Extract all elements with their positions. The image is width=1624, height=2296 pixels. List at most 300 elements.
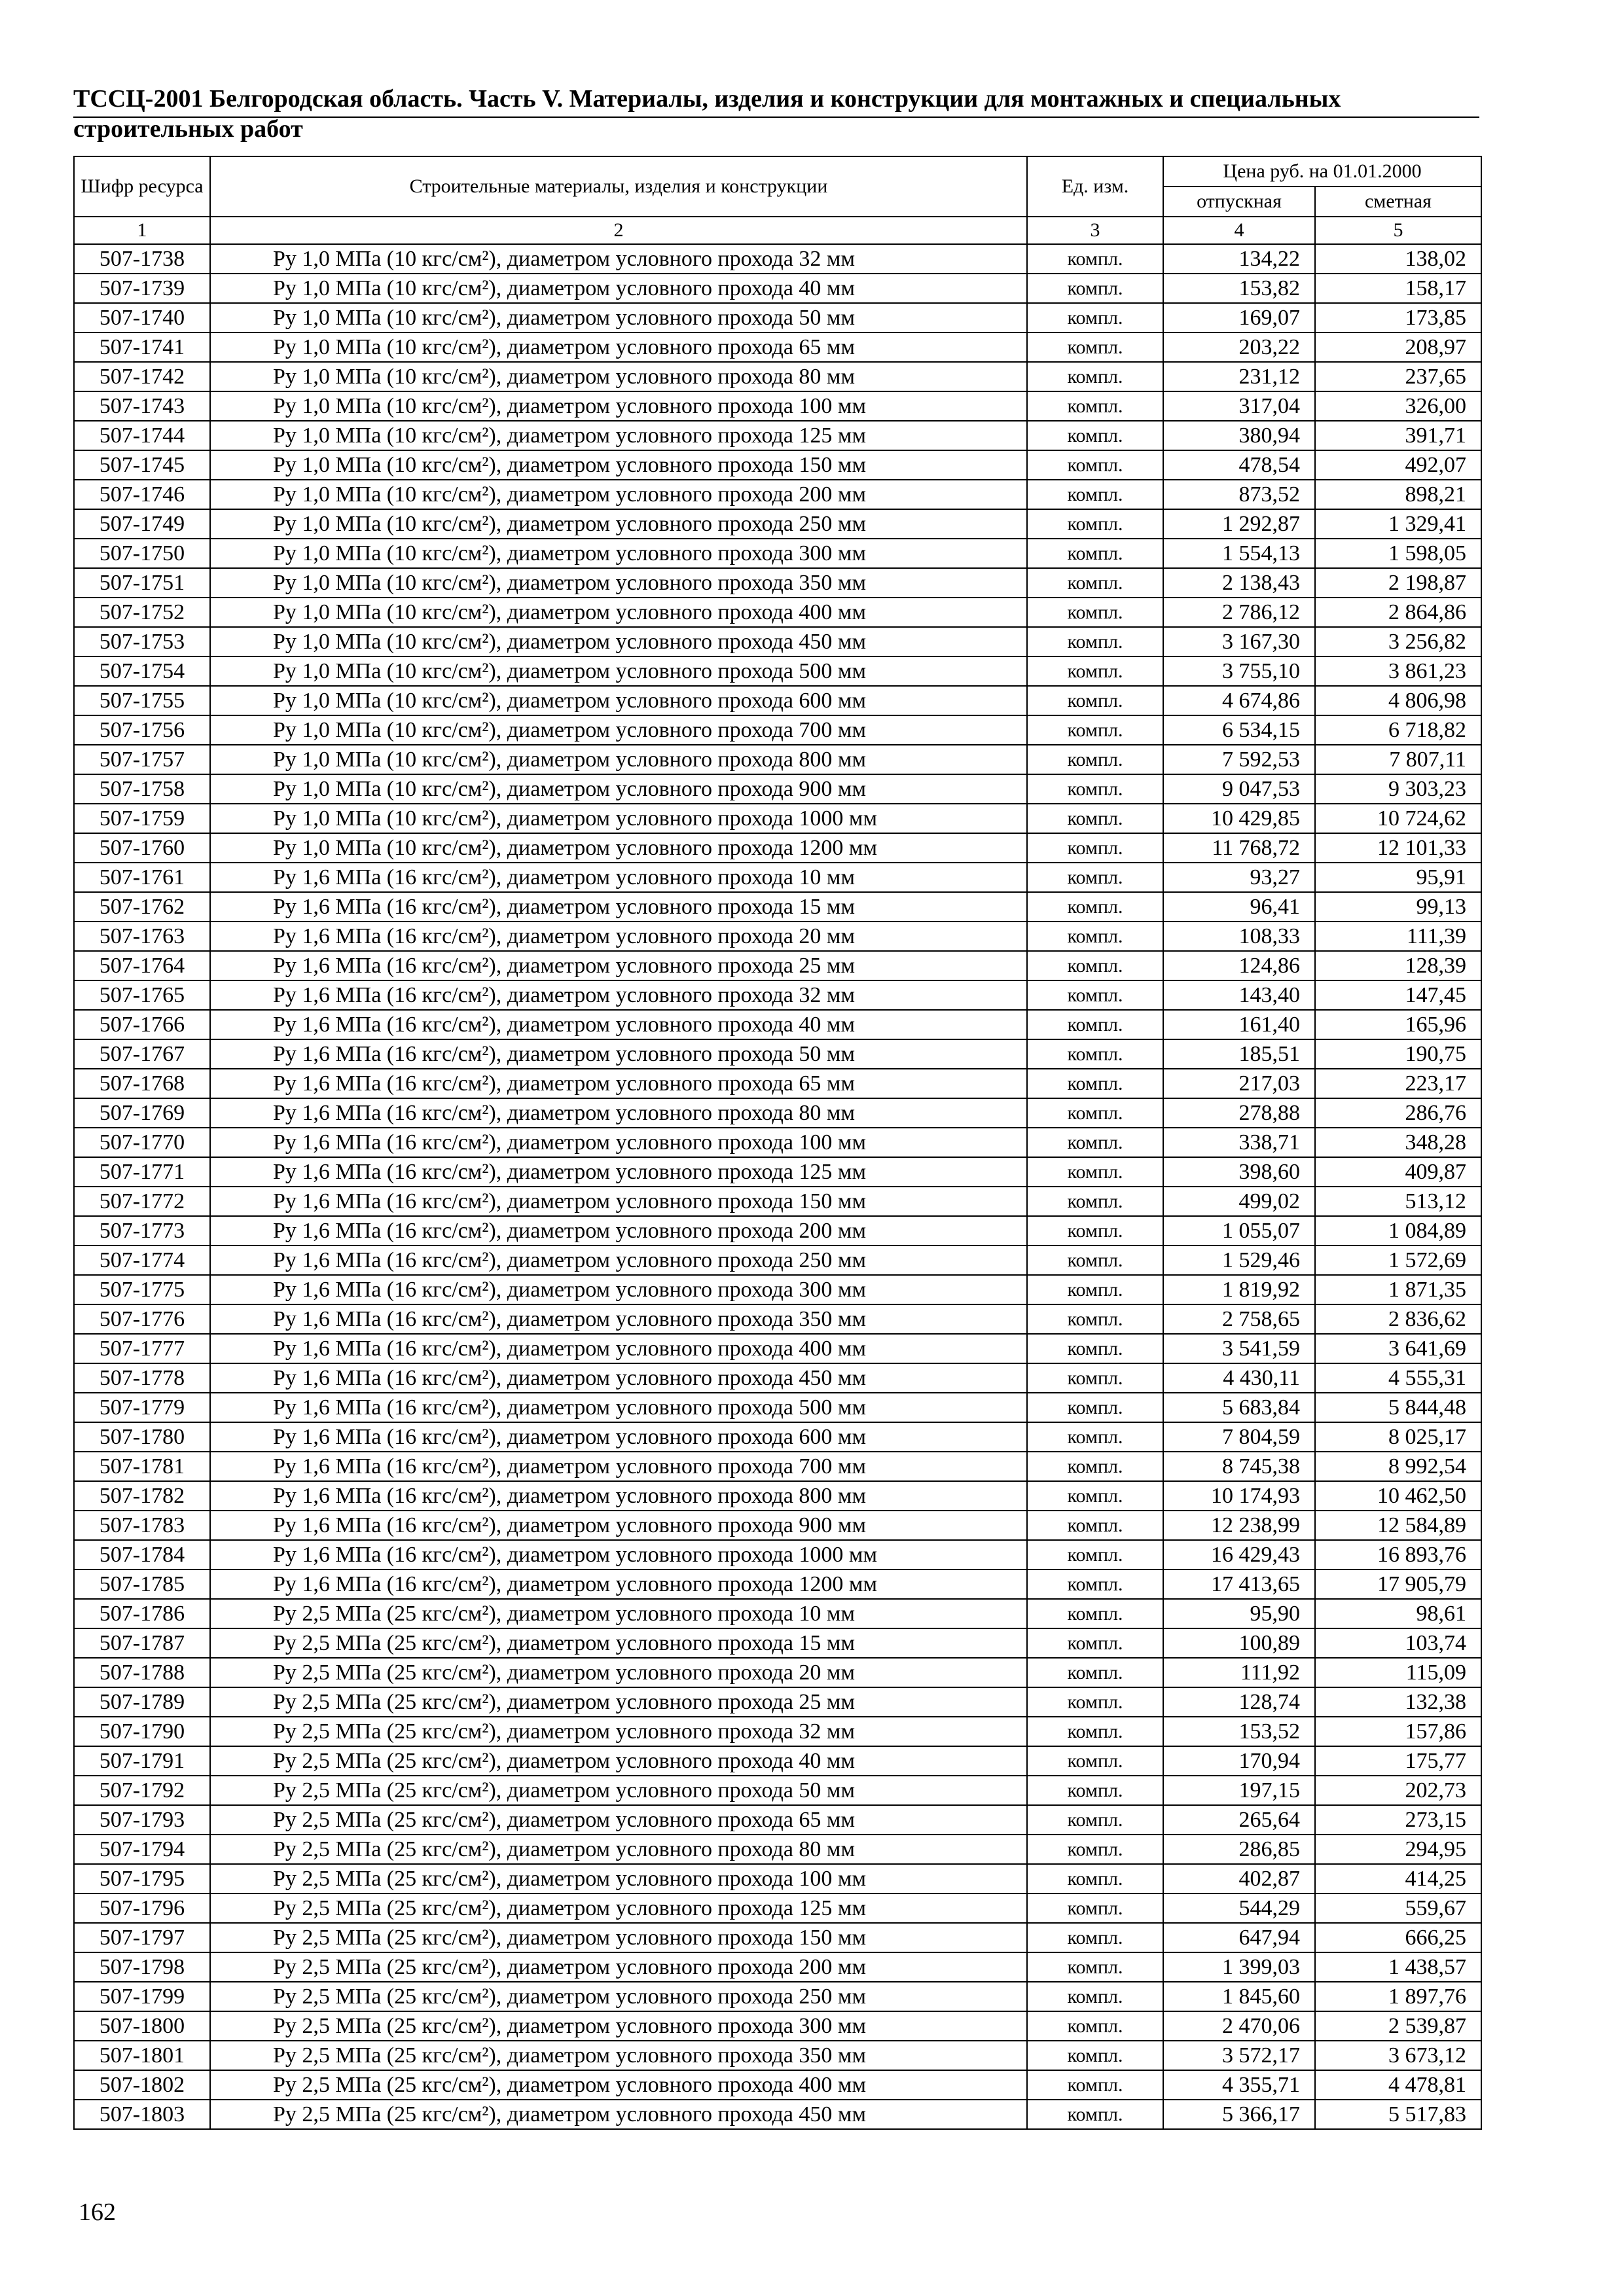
material-name: Ру 1,6 МПа (16 кгс/см²), диаметром условного прохода 200 мм (210, 1216, 1027, 1246)
resource-code: 507-1771 (74, 1157, 210, 1187)
material-name: Ру 2,5 МПа (25 кгс/см²), диаметром условного прохода 400 мм (210, 2070, 1027, 2100)
release-price: 12 238,99 (1163, 1511, 1315, 1540)
unit-of-measure: компл. (1027, 1246, 1163, 1275)
estimate-price: 147,45 (1315, 980, 1481, 1010)
header-price-group: Цена руб. на 01.01.2000 (1163, 156, 1481, 187)
table-row (74, 686, 1481, 715)
resource-code: 507-1791 (74, 1746, 210, 1776)
estimate-price: 5 844,48 (1315, 1393, 1481, 1422)
estimate-price: 138,02 (1315, 244, 1481, 274)
unit-of-measure: компл. (1027, 1363, 1163, 1393)
estimate-price: 173,85 (1315, 303, 1481, 332)
table-row (74, 332, 1481, 362)
release-price: 17 413,65 (1163, 1570, 1315, 1599)
estimate-price: 348,28 (1315, 1128, 1481, 1157)
unit-of-measure: компл. (1027, 1275, 1163, 1304)
estimate-price: 157,86 (1315, 1717, 1481, 1746)
release-price: 111,92 (1163, 1658, 1315, 1687)
release-price: 1 529,46 (1163, 1246, 1315, 1275)
material-name: Ру 2,5 МПа (25 кгс/см²), диаметром условного прохода 65 мм (210, 1805, 1027, 1835)
unit-of-measure: компл. (1027, 1628, 1163, 1658)
material-name: Ру 1,6 МПа (16 кгс/см²), диаметром условного прохода 40 мм (210, 1010, 1027, 1039)
resource-code: 507-1766 (74, 1010, 210, 1039)
material-name: Ру 1,6 МПа (16 кгс/см²), диаметром условного прохода 900 мм (210, 1511, 1027, 1540)
resource-code: 507-1753 (74, 627, 210, 656)
material-name: Ру 2,5 МПа (25 кгс/см²), диаметром условного прохода 300 мм (210, 2011, 1027, 2041)
unit-of-measure: компл. (1027, 2011, 1163, 2041)
table-row (74, 362, 1481, 391)
estimate-price: 202,73 (1315, 1776, 1481, 1805)
estimate-price: 2 198,87 (1315, 568, 1481, 598)
material-name: Ру 2,5 МПа (25 кгс/см²), диаметром условного прохода 32 мм (210, 1717, 1027, 1746)
estimate-price: 165,96 (1315, 1010, 1481, 1039)
resource-code: 507-1789 (74, 1687, 210, 1717)
estimate-price: 513,12 (1315, 1187, 1481, 1216)
release-price: 96,41 (1163, 892, 1315, 922)
release-price: 338,71 (1163, 1128, 1315, 1157)
table-row (74, 1540, 1481, 1570)
release-price: 478,54 (1163, 450, 1315, 480)
resource-code: 507-1776 (74, 1304, 210, 1334)
resource-code: 507-1781 (74, 1452, 210, 1481)
estimate-price: 3 673,12 (1315, 2041, 1481, 2070)
release-price: 1 819,92 (1163, 1275, 1315, 1304)
estimate-price: 95,91 (1315, 863, 1481, 892)
table-row (74, 1982, 1481, 2011)
resource-code: 507-1770 (74, 1128, 210, 1157)
table-row (74, 1216, 1481, 1246)
release-price: 16 429,43 (1163, 1540, 1315, 1570)
table-row (74, 1628, 1481, 1658)
unit-of-measure: компл. (1027, 1893, 1163, 1923)
material-name: Ру 2,5 МПа (25 кгс/см²), диаметром условного прохода 80 мм (210, 1835, 1027, 1864)
unit-of-measure: компл. (1027, 2041, 1163, 2070)
page-title (73, 84, 1422, 144)
resource-code: 507-1767 (74, 1039, 210, 1069)
resource-code: 507-1742 (74, 362, 210, 391)
release-price: 10 429,85 (1163, 804, 1315, 833)
material-name: Ру 1,0 МПа (10 кгс/см²), диаметром условного прохода 600 мм (210, 686, 1027, 715)
resource-code: 507-1782 (74, 1481, 210, 1511)
table-row (74, 627, 1481, 656)
unit-of-measure: компл. (1027, 303, 1163, 332)
release-price: 1 399,03 (1163, 1952, 1315, 1982)
table-row (74, 539, 1481, 568)
release-price: 1 845,60 (1163, 1982, 1315, 2011)
unit-of-measure: компл. (1027, 774, 1163, 804)
unit-of-measure: компл. (1027, 804, 1163, 833)
unit-of-measure: компл. (1027, 1687, 1163, 1717)
resource-code: 507-1758 (74, 774, 210, 804)
header-release: отпускная (1163, 187, 1315, 217)
resource-code: 507-1793 (74, 1805, 210, 1835)
table-row (74, 450, 1481, 480)
table-row (74, 1246, 1481, 1275)
unit-of-measure: компл. (1027, 421, 1163, 450)
release-price: 286,85 (1163, 1835, 1315, 1864)
estimate-price: 4 806,98 (1315, 686, 1481, 715)
estimate-price: 3 256,82 (1315, 627, 1481, 656)
material-name: Ру 1,0 МПа (10 кгс/см²), диаметром условного прохода 100 мм (210, 391, 1027, 421)
estimate-price: 7 807,11 (1315, 745, 1481, 774)
material-name: Ру 2,5 МПа (25 кгс/см²), диаметром условного прохода 125 мм (210, 1893, 1027, 1923)
unit-of-measure: компл. (1027, 1923, 1163, 1952)
table-row (74, 598, 1481, 627)
estimate-price: 8 992,54 (1315, 1452, 1481, 1481)
resource-code: 507-1750 (74, 539, 210, 568)
release-price: 143,40 (1163, 980, 1315, 1010)
table-row (74, 1570, 1481, 1599)
table-row (74, 1923, 1481, 1952)
release-price: 153,52 (1163, 1717, 1315, 1746)
resource-code: 507-1764 (74, 951, 210, 980)
resource-code: 507-1738 (74, 244, 210, 274)
estimate-price: 898,21 (1315, 480, 1481, 509)
table-row (74, 863, 1481, 892)
material-name: Ру 1,6 МПа (16 кгс/см²), диаметром условного прохода 50 мм (210, 1039, 1027, 1069)
table-row (74, 1422, 1481, 1452)
release-price: 170,94 (1163, 1746, 1315, 1776)
unit-of-measure: компл. (1027, 1540, 1163, 1570)
estimate-price: 103,74 (1315, 1628, 1481, 1658)
resource-code: 507-1778 (74, 1363, 210, 1393)
table-row (74, 833, 1481, 863)
estimate-price: 98,61 (1315, 1599, 1481, 1628)
resource-code: 507-1800 (74, 2011, 210, 2041)
table-row (74, 1363, 1481, 1393)
material-name: Ру 1,0 МПа (10 кгс/см²), диаметром условного прохода 1000 мм (210, 804, 1027, 833)
table-row (74, 774, 1481, 804)
resource-code: 507-1785 (74, 1570, 210, 1599)
release-price: 197,15 (1163, 1776, 1315, 1805)
release-price: 3 541,59 (1163, 1334, 1315, 1363)
material-name: Ру 2,5 МПа (25 кгс/см²), диаметром условного прохода 50 мм (210, 1776, 1027, 1805)
material-name: Ру 2,5 МПа (25 кгс/см²), диаметром условного прохода 40 мм (210, 1746, 1027, 1776)
table-row (74, 980, 1481, 1010)
unit-of-measure: компл. (1027, 686, 1163, 715)
title-rule (73, 117, 1479, 118)
material-name: Ру 1,6 МПа (16 кгс/см²), диаметром условного прохода 250 мм (210, 1246, 1027, 1275)
unit-of-measure: компл. (1027, 332, 1163, 362)
unit-of-measure: компл. (1027, 1187, 1163, 1216)
resource-code: 507-1799 (74, 1982, 210, 2011)
unit-of-measure: компл. (1027, 1098, 1163, 1128)
resource-code: 507-1769 (74, 1098, 210, 1128)
resource-code: 507-1797 (74, 1923, 210, 1952)
table-row (74, 1893, 1481, 1923)
estimate-price: 409,87 (1315, 1157, 1481, 1187)
material-name: Ру 1,0 МПа (10 кгс/см²), диаметром условного прохода 350 мм (210, 568, 1027, 598)
price-table (73, 156, 1482, 2130)
material-name: Ру 2,5 МПа (25 кгс/см²), диаметром условного прохода 100 мм (210, 1864, 1027, 1893)
unit-of-measure: компл. (1027, 568, 1163, 598)
material-name: Ру 1,0 МПа (10 кгс/см²), диаметром условного прохода 1200 мм (210, 833, 1027, 863)
estimate-price: 9 303,23 (1315, 774, 1481, 804)
unit-of-measure: компл. (1027, 1835, 1163, 1864)
table-row (74, 244, 1481, 274)
table-row (74, 951, 1481, 980)
estimate-price: 175,77 (1315, 1746, 1481, 1776)
release-price: 317,04 (1163, 391, 1315, 421)
release-price: 153,82 (1163, 274, 1315, 303)
unit-of-measure: компл. (1027, 745, 1163, 774)
table-row (74, 1157, 1481, 1187)
material-name: Ру 2,5 МПа (25 кгс/см²), диаметром условного прохода 250 мм (210, 1982, 1027, 2011)
material-name: Ру 1,6 МПа (16 кгс/см²), диаметром условного прохода 350 мм (210, 1304, 1027, 1334)
release-price: 100,89 (1163, 1628, 1315, 1658)
table-row (74, 303, 1481, 332)
table-row (74, 1098, 1481, 1128)
unit-of-measure: компл. (1027, 362, 1163, 391)
unit-of-measure: компл. (1027, 1010, 1163, 1039)
material-name: Ру 1,0 МПа (10 кгс/см²), диаметром условного прохода 125 мм (210, 421, 1027, 450)
material-name: Ру 1,6 МПа (16 кгс/см²), диаметром условного прохода 65 мм (210, 1069, 1027, 1098)
resource-code: 507-1780 (74, 1422, 210, 1452)
unit-of-measure: компл. (1027, 1776, 1163, 1805)
release-price: 9 047,53 (1163, 774, 1315, 804)
estimate-price: 16 893,76 (1315, 1540, 1481, 1570)
table-row (74, 1511, 1481, 1540)
unit-of-measure: компл. (1027, 539, 1163, 568)
estimate-price: 223,17 (1315, 1069, 1481, 1098)
resource-code: 507-1788 (74, 1658, 210, 1687)
unit-of-measure: компл. (1027, 1157, 1163, 1187)
estimate-price: 3 641,69 (1315, 1334, 1481, 1363)
page-number: 162 (79, 2198, 116, 2226)
estimate-price: 2 539,87 (1315, 2011, 1481, 2041)
table-row (74, 2070, 1481, 2100)
unit-of-measure: компл. (1027, 1658, 1163, 1687)
resource-code: 507-1745 (74, 450, 210, 480)
release-price: 499,02 (1163, 1187, 1315, 1216)
release-price: 1 292,87 (1163, 509, 1315, 539)
estimate-price: 10 724,62 (1315, 804, 1481, 833)
table-row (74, 1069, 1481, 1098)
unit-of-measure: компл. (1027, 863, 1163, 892)
release-price: 4 355,71 (1163, 2070, 1315, 2100)
estimate-price: 208,97 (1315, 332, 1481, 362)
resource-code: 507-1790 (74, 1717, 210, 1746)
unit-of-measure: компл. (1027, 1746, 1163, 1776)
unit-of-measure: компл. (1027, 627, 1163, 656)
unit-of-measure: компл. (1027, 1982, 1163, 2011)
resource-code: 507-1775 (74, 1275, 210, 1304)
unit-of-measure: компл. (1027, 450, 1163, 480)
table-row (74, 892, 1481, 922)
resource-code: 507-1784 (74, 1540, 210, 1570)
estimate-price: 111,39 (1315, 922, 1481, 951)
unit-of-measure: компл. (1027, 892, 1163, 922)
resource-code: 507-1803 (74, 2100, 210, 2129)
resource-code: 507-1739 (74, 274, 210, 303)
table-row (74, 1010, 1481, 1039)
resource-code: 507-1772 (74, 1187, 210, 1216)
table-row (74, 274, 1481, 303)
estimate-price: 666,25 (1315, 1923, 1481, 1952)
estimate-price: 286,76 (1315, 1098, 1481, 1128)
material-name: Ру 2,5 МПа (25 кгс/см²), диаметром условного прохода 15 мм (210, 1628, 1027, 1658)
header-name: Строительные материалы, изделия и конструкции (210, 156, 1027, 217)
estimate-price: 1 572,69 (1315, 1246, 1481, 1275)
estimate-price: 5 517,83 (1315, 2100, 1481, 2129)
release-price: 402,87 (1163, 1864, 1315, 1893)
unit-of-measure: компл. (1027, 2100, 1163, 2129)
release-price: 124,86 (1163, 951, 1315, 980)
material-name: Ру 1,0 МПа (10 кгс/см²), диаметром условного прохода 80 мм (210, 362, 1027, 391)
release-price: 2 758,65 (1163, 1304, 1315, 1334)
estimate-price: 2 864,86 (1315, 598, 1481, 627)
unit-of-measure: компл. (1027, 951, 1163, 980)
unit-of-measure: компл. (1027, 1128, 1163, 1157)
material-name: Ру 2,5 МПа (25 кгс/см²), диаметром условного прохода 350 мм (210, 2041, 1027, 2070)
release-price: 2 470,06 (1163, 2011, 1315, 2041)
resource-code: 507-1759 (74, 804, 210, 833)
release-price: 873,52 (1163, 480, 1315, 509)
release-price: 7 804,59 (1163, 1422, 1315, 1452)
release-price: 203,22 (1163, 332, 1315, 362)
material-name: Ру 1,0 МПа (10 кгс/см²), диаметром условного прохода 700 мм (210, 715, 1027, 745)
header-code (74, 156, 210, 217)
release-price: 108,33 (1163, 922, 1315, 951)
table-row (74, 1599, 1481, 1628)
estimate-price: 237,65 (1315, 362, 1481, 391)
resource-code: 507-1763 (74, 922, 210, 951)
release-price: 544,29 (1163, 1893, 1315, 1923)
material-name: Ру 1,0 МПа (10 кгс/см²), диаметром условного прохода 40 мм (210, 274, 1027, 303)
release-price: 169,07 (1163, 303, 1315, 332)
table-row (74, 480, 1481, 509)
unit-of-measure: компл. (1027, 1393, 1163, 1422)
unit-of-measure: компл. (1027, 391, 1163, 421)
table-row (74, 922, 1481, 951)
header-unit-label: Ед. изм. (1061, 175, 1129, 197)
resource-code: 507-1787 (74, 1628, 210, 1658)
estimate-price: 414,25 (1315, 1864, 1481, 1893)
column-number: 1 (74, 217, 210, 244)
material-name: Ру 1,6 МПа (16 кгс/см²), диаметром условного прохода 1200 мм (210, 1570, 1027, 1599)
estimate-price: 128,39 (1315, 951, 1481, 980)
estimate-price: 1 598,05 (1315, 539, 1481, 568)
estimate-price: 6 718,82 (1315, 715, 1481, 745)
table-row (74, 2011, 1481, 2041)
table-row (74, 1658, 1481, 1687)
resource-code: 507-1792 (74, 1776, 210, 1805)
unit-of-measure: компл. (1027, 1511, 1163, 1540)
table-row (74, 2041, 1481, 2070)
material-name: Ру 2,5 МПа (25 кгс/см²), диаметром условного прохода 20 мм (210, 1658, 1027, 1687)
unit-of-measure: компл. (1027, 480, 1163, 509)
column-number: 2 (210, 217, 1027, 244)
estimate-price: 1 897,76 (1315, 1982, 1481, 2011)
material-name: Ру 1,6 МПа (16 кгс/см²), диаметром условного прохода 10 мм (210, 863, 1027, 892)
unit-of-measure: компл. (1027, 1717, 1163, 1746)
release-price: 161,40 (1163, 1010, 1315, 1039)
table-row (74, 715, 1481, 745)
table-row (74, 568, 1481, 598)
resource-code: 507-1756 (74, 715, 210, 745)
estimate-price: 115,09 (1315, 1658, 1481, 1687)
material-name: Ру 1,0 МПа (10 кгс/см²), диаметром условного прохода 800 мм (210, 745, 1027, 774)
material-name: Ру 1,6 МПа (16 кгс/см²), диаметром условного прохода 1000 мм (210, 1540, 1027, 1570)
unit-of-measure: компл. (1027, 1304, 1163, 1334)
material-name: Ру 1,6 МПа (16 кгс/см²), диаметром условного прохода 600 мм (210, 1422, 1027, 1452)
unit-of-measure: компл. (1027, 656, 1163, 686)
estimate-price: 492,07 (1315, 450, 1481, 480)
unit-of-measure: компл. (1027, 1864, 1163, 1893)
release-price: 4 674,86 (1163, 686, 1315, 715)
resource-code: 507-1798 (74, 1952, 210, 1982)
resource-code: 507-1754 (74, 656, 210, 686)
material-name: Ру 1,0 МПа (10 кгс/см²), диаметром условного прохода 65 мм (210, 332, 1027, 362)
estimate-price: 12 101,33 (1315, 833, 1481, 863)
table-row (74, 1746, 1481, 1776)
estimate-price: 8 025,17 (1315, 1422, 1481, 1452)
table-row (74, 1452, 1481, 1481)
material-name: Ру 1,6 МПа (16 кгс/см²), диаметром условного прохода 100 мм (210, 1128, 1027, 1157)
material-name: Ру 1,6 МПа (16 кгс/см²), диаметром условного прохода 80 мм (210, 1098, 1027, 1128)
table-row (74, 1128, 1481, 1157)
material-name: Ру 2,5 МПа (25 кгс/см²), диаметром условного прохода 200 мм (210, 1952, 1027, 1982)
release-price: 7 592,53 (1163, 745, 1315, 774)
resource-code: 507-1773 (74, 1216, 210, 1246)
release-price: 398,60 (1163, 1157, 1315, 1187)
table-row (74, 1835, 1481, 1864)
material-name: Ру 1,0 МПа (10 кгс/см²), диаметром условного прохода 500 мм (210, 656, 1027, 686)
resource-code: 507-1783 (74, 1511, 210, 1540)
material-name: Ру 1,6 МПа (16 кгс/см²), диаметром условного прохода 15 мм (210, 892, 1027, 922)
resource-code: 507-1795 (74, 1864, 210, 1893)
material-name: Ру 1,0 МПа (10 кгс/см²), диаметром условного прохода 200 мм (210, 480, 1027, 509)
material-name: Ру 1,0 МПа (10 кгс/см²), диаметром условного прохода 32 мм (210, 244, 1027, 274)
material-name: Ру 1,6 МПа (16 кгс/см²), диаметром условного прохода 20 мм (210, 922, 1027, 951)
resource-code: 507-1744 (74, 421, 210, 450)
unit-of-measure: компл. (1027, 1599, 1163, 1628)
table-row (74, 656, 1481, 686)
release-price: 3 167,30 (1163, 627, 1315, 656)
estimate-price: 273,15 (1315, 1805, 1481, 1835)
table-row (74, 804, 1481, 833)
estimate-price: 1 329,41 (1315, 509, 1481, 539)
material-name: Ру 1,6 МПа (16 кгс/см²), диаметром условного прохода 450 мм (210, 1363, 1027, 1393)
table-row (74, 421, 1481, 450)
material-name: Ру 1,6 МПа (16 кгс/см²), диаметром условного прохода 150 мм (210, 1187, 1027, 1216)
resource-code: 507-1757 (74, 745, 210, 774)
price-table-body (74, 244, 1481, 2129)
release-price: 8 745,38 (1163, 1452, 1315, 1481)
resource-code: 507-1761 (74, 863, 210, 892)
estimate-price: 10 462,50 (1315, 1481, 1481, 1511)
estimate-price: 294,95 (1315, 1835, 1481, 1864)
table-row (74, 1275, 1481, 1304)
estimate-price: 4 555,31 (1315, 1363, 1481, 1393)
estimate-price: 1 438,57 (1315, 1952, 1481, 1982)
table-row (74, 1304, 1481, 1334)
release-price: 380,94 (1163, 421, 1315, 450)
unit-of-measure: компл. (1027, 509, 1163, 539)
material-name: Ру 1,0 МПа (10 кгс/см²), диаметром условного прохода 250 мм (210, 509, 1027, 539)
resource-code: 507-1741 (74, 332, 210, 362)
release-price: 95,90 (1163, 1599, 1315, 1628)
release-price: 3 755,10 (1163, 656, 1315, 686)
table-row (74, 1717, 1481, 1746)
material-name: Ру 1,0 МПа (10 кгс/см²), диаметром условного прохода 300 мм (210, 539, 1027, 568)
unit-of-measure: компл. (1027, 2070, 1163, 2100)
unit-of-measure: компл. (1027, 833, 1163, 863)
table-row (74, 1687, 1481, 1717)
unit-of-measure: компл. (1027, 1069, 1163, 1098)
unit-of-measure: компл. (1027, 922, 1163, 951)
unit-of-measure: компл. (1027, 1422, 1163, 1452)
